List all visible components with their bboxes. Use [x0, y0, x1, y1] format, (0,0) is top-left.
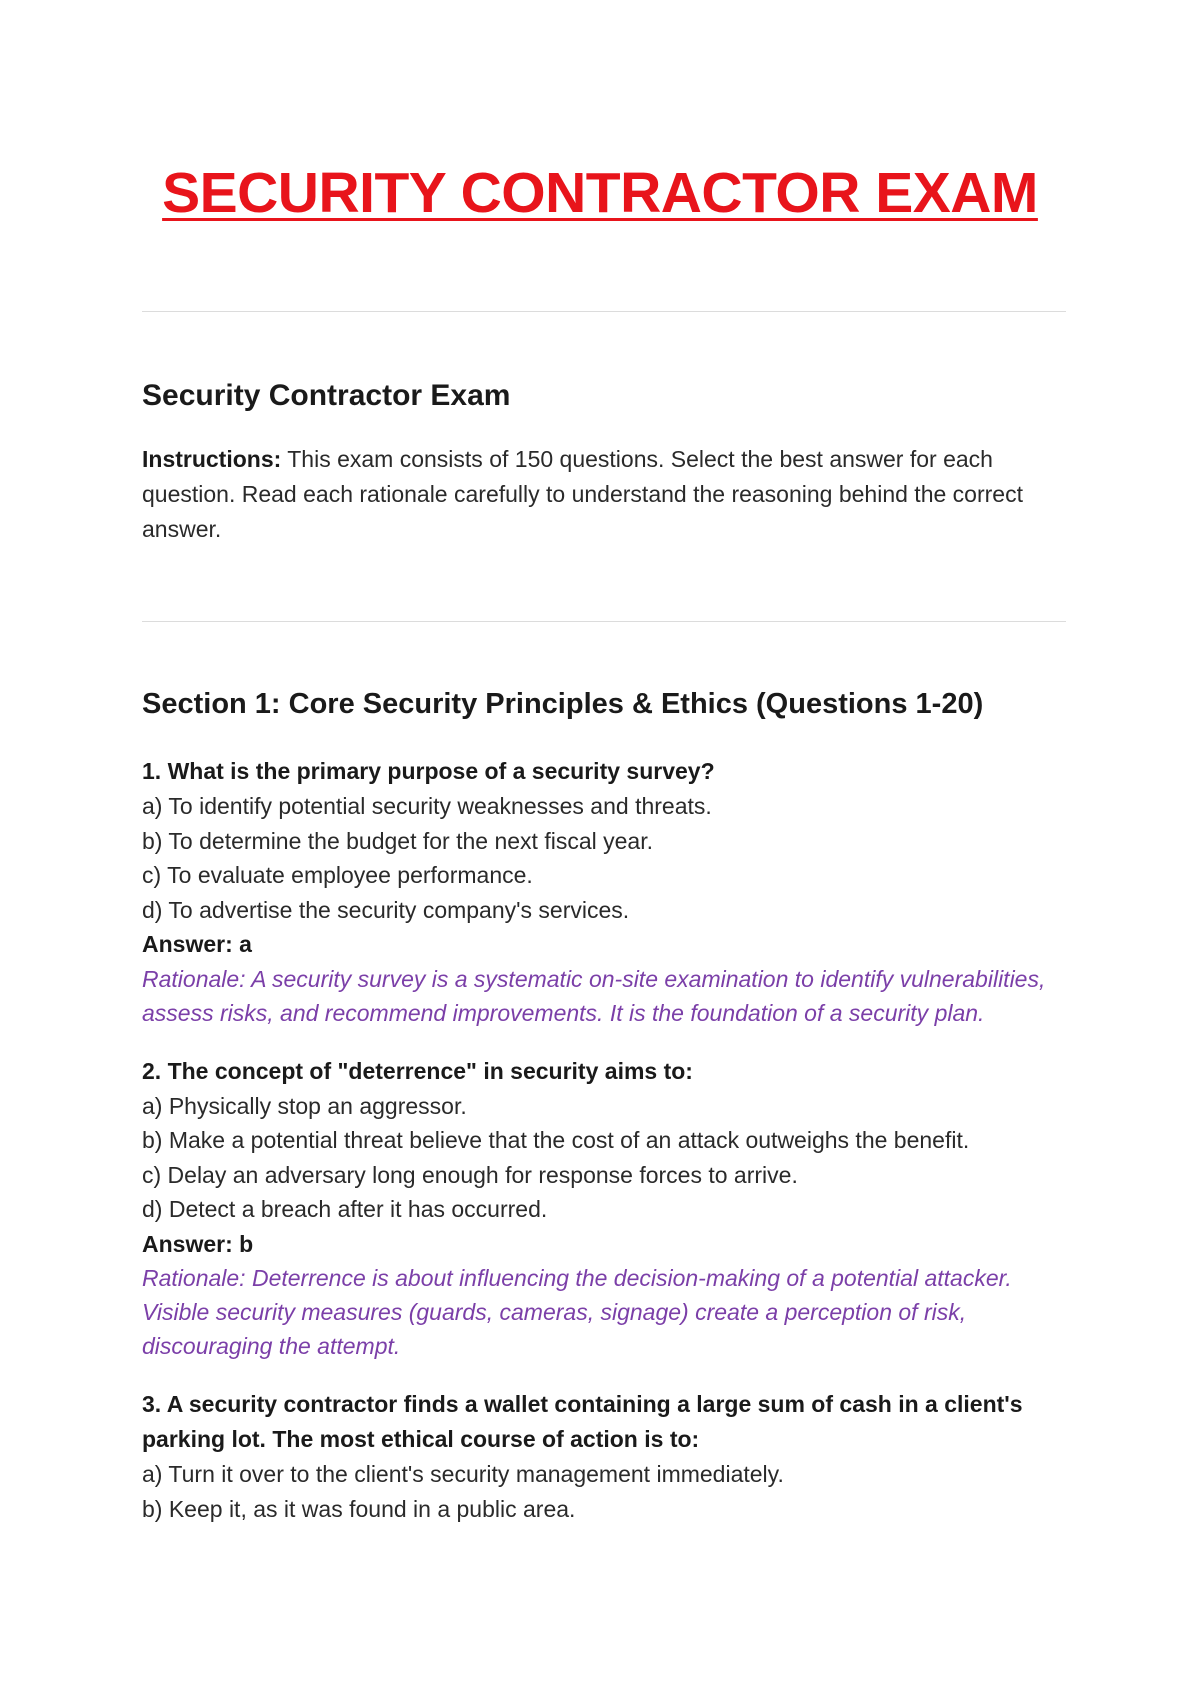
- question-block: [142, 754, 1072, 1030]
- answer-option: d) To advertise the security company's services.: [142, 896, 630, 923]
- correct-answer: Answer: b: [142, 1230, 254, 1257]
- answer-option: a) Turn it over to the client's security management immediately.: [142, 1461, 784, 1487]
- correct-answer: Answer: a: [142, 931, 252, 957]
- answer-option: c) Delay an adversary long enough for response forces to arrive.: [142, 1161, 798, 1188]
- answer-option: b) To determine the budget for the next fiscal year.: [142, 827, 653, 854]
- question-text: 2. The concept of "deterrence" in security aims to:: [142, 1057, 693, 1084]
- question-text: 3. A security contractor finds a wallet containing a large sum of cash in a client's parking lot. The most ethical course of action is to:: [142, 1391, 1023, 1452]
- section-heading: Section 1: Core Security Principles & Ethics (Questions 1-20): [142, 688, 984, 720]
- instructions-paragraph: [142, 442, 1062, 547]
- question-list: [142, 754, 1072, 1526]
- rationale-text: Rationale: Deterrence is about influencing the decision-making of a potential attacker. Visible security measures (guards, cameras, signage) create a perception of risk, discouraging the attempt.: [142, 1265, 1012, 1359]
- question-text: 1. What is the primary purpose of a security survey?: [142, 758, 715, 784]
- question-block: [142, 1054, 1072, 1364]
- answer-option: a) To identify potential security weaknesses and threats.: [142, 793, 712, 819]
- answer-option: b) Make a potential threat believe that the cost of an attack outweighs the benefit.: [142, 1127, 970, 1153]
- instructions-text: This exam consists of 150 questions. Select the best answer for each question. Read each rationale carefully to understand the reasoning behind the correct answer.: [142, 446, 1023, 542]
- question-block: [142, 1387, 1072, 1526]
- divider-middle: [142, 621, 1066, 622]
- instructions-label: Instructions:: [142, 446, 282, 472]
- answer-option: d) Detect a breach after it has occurred.: [142, 1196, 548, 1222]
- answer-option: b) Keep it, as it was found in a public area.: [142, 1495, 576, 1522]
- answer-option: c) To evaluate employee performance.: [142, 862, 533, 888]
- exam-heading: Security Contractor Exam: [142, 379, 511, 412]
- answer-option: a) Physically stop an aggressor.: [142, 1092, 467, 1119]
- main-title: SECURITY CONTRACTOR EXAM: [162, 161, 1038, 225]
- divider-top: [142, 311, 1066, 312]
- rationale-text: Rationale: A security survey is a systematic on-site examination to identify vulnerabilities, assess risks, and recommend improvements. It is the foundation of a security plan.: [142, 965, 1046, 1026]
